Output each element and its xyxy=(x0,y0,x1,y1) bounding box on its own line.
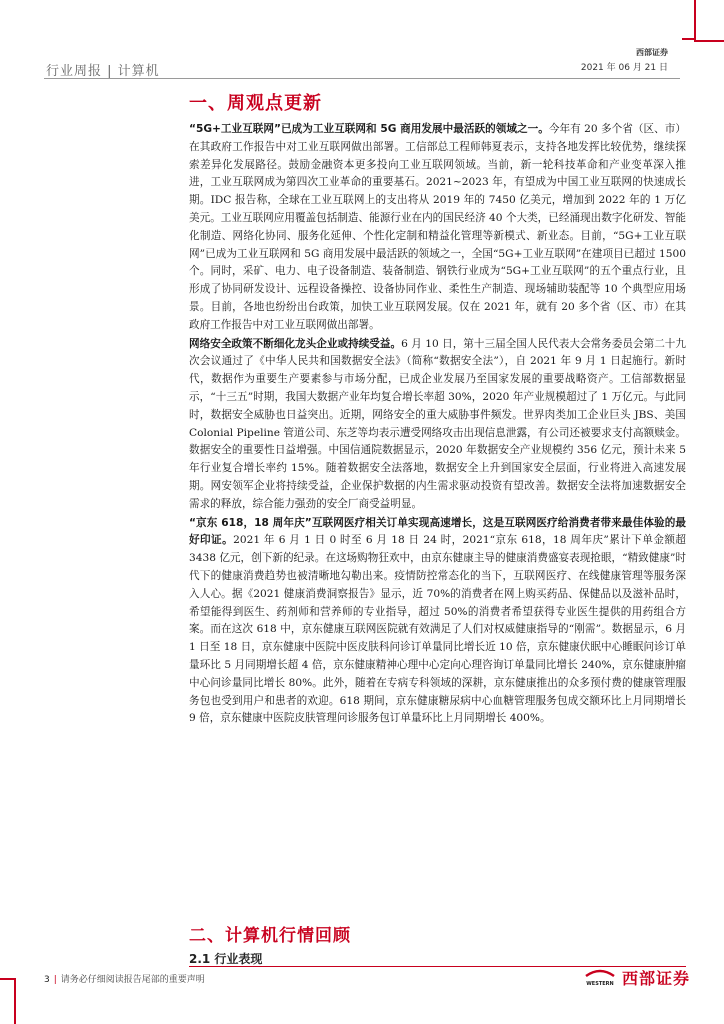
logo-name: 西部证券 xyxy=(621,969,690,988)
header-brand: 西部证券 xyxy=(636,48,668,57)
page-number: 3 xyxy=(44,975,50,985)
logo-mark-icon xyxy=(582,968,618,988)
section-title: 一、周观点更新 xyxy=(189,93,322,114)
footer-separator: | xyxy=(53,975,57,985)
paragraph-text: 今年有 20 多个省（区、市）在其政府工作报告中对工业互联网做出部署。工信部总工程师韩夏表示，支持各地发挥比较优势，继续探索差异化发展路径。鼓励金融资本更多投向工业互联网领域。当前，新一轮科技革命和产业变革深入推进，工业互联网成为第四次工业革命的重要基石。2021~2023 年，有望成为中国工业互联网的快速成长期。IDC 报告称，全球在工业互联网上的支出将从 2019 年的 7450 亿美元，增加到 2022 年的 1 万亿美元。工业互联网应用覆盖包括制造、能源行业在内的国民经济 40 个大类，已经涌现出数字化研发、智能化制造、网络化协同、服务化延伸、个性化定制和精益化管理等新模式、新业态。目前，“5G+工业互联网”已成为工业互联网和 5G 商用发展中最活跃的领域之一，全国“5G+工业互联网”在建项目已超过 1500 个。同时，采矿、电力、电子设备制造、装备制造、钢铁行业成为“5G+工业互联网”的五个重点行业，且形成了协同研发设计、远程设备操控、设备协同作业、柔性生产制造、现场辅助装配等 10 个典型应用场景。目前，各地也纷纷出台政策，加快工业互联网发展。仅在 2021 年，就有 20 多个省（区、市）在其政府工作报告中对工业互联网做出部署。 xyxy=(189,123,686,331)
report-date: 2021 年 06 月 21 日 xyxy=(580,63,668,73)
section-title: 二、计算机行情回顾 xyxy=(189,926,351,946)
page-footer xyxy=(44,972,205,985)
paragraph-lead: 网络安全政策不断细化龙头企业或持续受益。 xyxy=(189,337,402,350)
paragraph-text: 2021 年 6 月 1 日 0 时至 6 月 18 日 24 时，2021“京东 618，18 周年庆”累计下单金额超 3438 亿元，创下新的纪录。在这场购物狂欢中，由京东健康主导的健康消费盛宴表现抢眼，“精致健康”时代下的健康消费趋势也被清晰地勾勒出来。疫情防控常态化的当下，互联网医疗、在线健康管理等服务深入人心。据《2021 健康消费洞察报告》显示，近 70%的消费者在网上购买药品、保健品以及滋补品时，希望能得到医生、药剂师和营养师的专业指导，超过 50%的消费者希望获得专业医生提供的用药组合方案。而在这次 618 中，京东健康互联网医院就有效满足了人们对权威健康指导的“刚需”。数据显示，6 月 1 日至 18 日，京东健康中医院中医皮肤科问诊订单量同比增长近 10 倍，京东健康伏眠中心睡眠问诊订单量环比 5 月同期增长超 4 倍，京东健康精神心理中心定向心理咨询订单量同比增长 240%，京东健康肿瘤中心问诊量同比增长 80%。此外，随着在专病专科领域的深耕，京东健康推出的众多预付费的健康管理服务包也受到用户和患者的欢迎。618 期间，京东健康糖尿病中心血糖管理服务包成交额环比上月同期增长 9 倍，京东健康中医院皮肤管理问诊服务包订单量环比上月同期增长 400%。 xyxy=(189,534,687,725)
disclaimer-text: 请务必仔细阅读报告尾部的重要声明 xyxy=(60,975,205,985)
corner-decoration-bottom-left xyxy=(0,978,16,1024)
corner-decoration-top-right-ext xyxy=(682,38,696,40)
header-divider xyxy=(44,78,680,79)
logo-mark-text: WESTERN xyxy=(586,980,614,987)
paragraph xyxy=(189,336,686,514)
subsection-title: 2.1 行业表现 xyxy=(189,952,263,966)
paragraph-lead: “5G+工业互联网”已成为工业互联网和 5G 商用发展中最活跃的领域之一。 xyxy=(189,123,549,135)
paragraph-lead: “京东 618，18 周年庆”互联网医疗相关订单实现高速增长，这是互联网医疗给消费者带来最佳体验的最好印证。 xyxy=(189,516,686,547)
paragraph xyxy=(189,515,686,729)
paragraph-text: 6 月 10 日，第十三届全国人民代表大会常务委员会第二十九次会议通过了《中华人民共和国数据安全法》（简称“数据安全法”），自 2021 年 9 月 1 日起施行。新时代，数据作为重要生产要素参与市场分配，已成企业发展乃至国家发展的重要战略资产。工信部数据显示，“十三五”时期，我国大数据产业年均复合增长率超 30%，2020 年产业规模超过了 1 万亿元。与此同时，数据安全威胁也日益突出。近期，网络安全的重大威胁事件频发。世界肉类加工企业巨头 JBS、美国 Colonial Pipeline 管道公司、东芝等均表示遭受网络攻击出现信息泄露，有公司还被要求支付高额赎金。数据安全的重要性日益增强。中国信通院数据显示，2020 年数据安全产业规模约 356 亿元，预计未来 5 年行业复合增长率约 15%。随着数据安全法落地，数据安全上升到国家安全层面，行业将进入高速发展期。网安领军企业将持续受益，企业保护数据的内生需求驱动投资有望改善。数据安全法将加速数据安全需求的释放，综合能力强劲的安全厂商受益明显。 xyxy=(189,337,687,510)
corner-decoration-top-right xyxy=(694,0,724,42)
section-body xyxy=(189,121,686,729)
company-logo xyxy=(582,966,690,989)
report-category: 行业周报 | 计算机 xyxy=(46,64,160,79)
paragraph xyxy=(189,121,686,335)
